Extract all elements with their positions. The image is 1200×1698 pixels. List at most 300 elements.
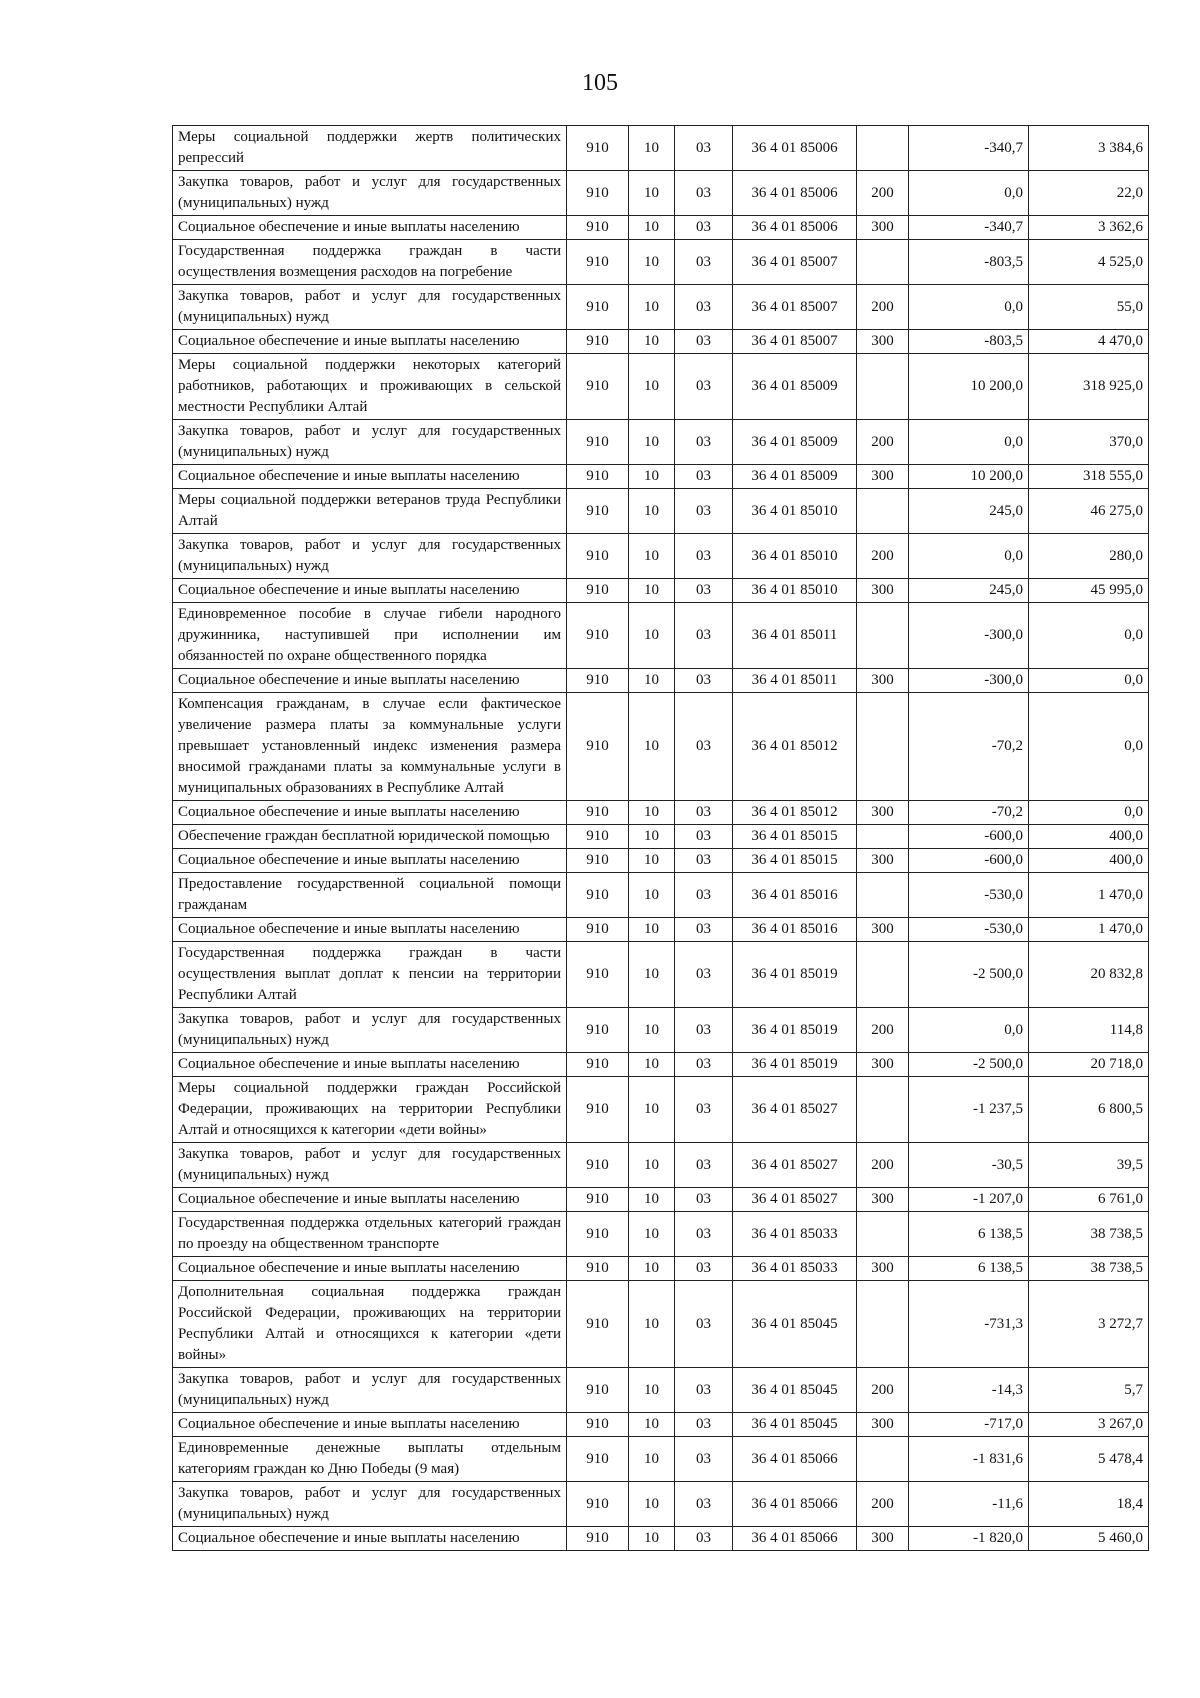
section-code: 10 — [629, 171, 675, 216]
target-article-code: 36 4 01 85009 — [733, 354, 857, 420]
section-code: 10 — [629, 240, 675, 285]
expense-type-code — [857, 489, 909, 534]
row-name: Социальное обеспечение и иные выплаты населению — [173, 669, 567, 693]
expense-type-code — [857, 126, 909, 171]
subsection-code: 03 — [675, 1281, 733, 1368]
change-amount: -1 820,0 — [909, 1527, 1029, 1551]
change-amount: 245,0 — [909, 489, 1029, 534]
target-article-code: 36 4 01 85019 — [733, 942, 857, 1008]
target-article-code: 36 4 01 85045 — [733, 1281, 857, 1368]
target-article-code: 36 4 01 85007 — [733, 240, 857, 285]
row-name: Закупка товаров, работ и услуг для государственных (муниципальных) нужд — [173, 534, 567, 579]
table-row — [173, 669, 1149, 693]
target-article-code: 36 4 01 85007 — [733, 330, 857, 354]
section-code: 10 — [629, 1212, 675, 1257]
row-name: Закупка товаров, работ и услуг для государственных (муниципальных) нужд — [173, 1008, 567, 1053]
table-row — [173, 1008, 1149, 1053]
change-amount: -2 500,0 — [909, 1053, 1029, 1077]
total-amount: 0,0 — [1029, 801, 1149, 825]
expense-type-code: 300 — [857, 669, 909, 693]
section-code: 10 — [629, 1281, 675, 1368]
expense-type-code: 300 — [857, 579, 909, 603]
ministry-code: 910 — [567, 126, 629, 171]
ministry-code: 910 — [567, 873, 629, 918]
section-code: 10 — [629, 1413, 675, 1437]
ministry-code: 910 — [567, 849, 629, 873]
expense-type-code: 300 — [857, 801, 909, 825]
total-amount: 4 525,0 — [1029, 240, 1149, 285]
expense-type-code: 300 — [857, 1527, 909, 1551]
section-code: 10 — [629, 801, 675, 825]
ministry-code: 910 — [567, 216, 629, 240]
table-row — [173, 1527, 1149, 1551]
table-row — [173, 171, 1149, 216]
table-row — [173, 1077, 1149, 1143]
expense-type-code: 200 — [857, 285, 909, 330]
expense-type-code: 300 — [857, 465, 909, 489]
table-row — [173, 489, 1149, 534]
change-amount: -600,0 — [909, 825, 1029, 849]
ministry-code: 910 — [567, 1281, 629, 1368]
change-amount: -803,5 — [909, 240, 1029, 285]
row-name: Государственная поддержка граждан в части осуществления выплат доплат к пенсии на территории Республики Алтай — [173, 942, 567, 1008]
target-article-code: 36 4 01 85011 — [733, 669, 857, 693]
total-amount: 114,8 — [1029, 1008, 1149, 1053]
row-name: Государственная поддержка граждан в части осуществления возмещения расходов на погребение — [173, 240, 567, 285]
total-amount: 370,0 — [1029, 420, 1149, 465]
row-name: Закупка товаров, работ и услуг для государственных (муниципальных) нужд — [173, 420, 567, 465]
expense-type-code: 300 — [857, 1257, 909, 1281]
target-article-code: 36 4 01 85066 — [733, 1437, 857, 1482]
change-amount: 10 200,0 — [909, 354, 1029, 420]
subsection-code: 03 — [675, 1257, 733, 1281]
expense-type-code — [857, 1212, 909, 1257]
target-article-code: 36 4 01 85010 — [733, 534, 857, 579]
expense-type-code: 300 — [857, 216, 909, 240]
target-article-code: 36 4 01 85033 — [733, 1212, 857, 1257]
target-article-code: 36 4 01 85019 — [733, 1008, 857, 1053]
ministry-code: 910 — [567, 1143, 629, 1188]
row-name: Социальное обеспечение и иные выплаты населению — [173, 579, 567, 603]
subsection-code: 03 — [675, 849, 733, 873]
target-article-code: 36 4 01 85066 — [733, 1482, 857, 1527]
row-name: Меры социальной поддержки некоторых категорий работников, работающих и проживающих в сельской местности Республики Алтай — [173, 354, 567, 420]
total-amount: 318 555,0 — [1029, 465, 1149, 489]
table-row — [173, 579, 1149, 603]
expense-type-code: 200 — [857, 1143, 909, 1188]
ministry-code: 910 — [567, 1413, 629, 1437]
change-amount: -70,2 — [909, 693, 1029, 801]
total-amount: 20 718,0 — [1029, 1053, 1149, 1077]
section-code: 10 — [629, 1368, 675, 1413]
ministry-code: 910 — [567, 918, 629, 942]
ministry-code: 910 — [567, 420, 629, 465]
row-name: Закупка товаров, работ и услуг для государственных (муниципальных) нужд — [173, 1368, 567, 1413]
target-article-code: 36 4 01 85033 — [733, 1257, 857, 1281]
target-article-code: 36 4 01 85009 — [733, 420, 857, 465]
expense-type-code: 200 — [857, 171, 909, 216]
target-article-code: 36 4 01 85066 — [733, 1527, 857, 1551]
target-article-code: 36 4 01 85006 — [733, 171, 857, 216]
subsection-code: 03 — [675, 1527, 733, 1551]
subsection-code: 03 — [675, 534, 733, 579]
ministry-code: 910 — [567, 1053, 629, 1077]
row-name: Дополнительная социальная поддержка граждан Российской Федерации, проживающих на территории Республики Алтай и относящихся к категории «дети войны» — [173, 1281, 567, 1368]
change-amount: 0,0 — [909, 171, 1029, 216]
target-article-code: 36 4 01 85027 — [733, 1077, 857, 1143]
change-amount: -1 237,5 — [909, 1077, 1029, 1143]
subsection-code: 03 — [675, 1188, 733, 1212]
target-article-code: 36 4 01 85010 — [733, 489, 857, 534]
target-article-code: 36 4 01 85012 — [733, 801, 857, 825]
total-amount: 400,0 — [1029, 825, 1149, 849]
target-article-code: 36 4 01 85016 — [733, 873, 857, 918]
section-code: 10 — [629, 693, 675, 801]
total-amount: 46 275,0 — [1029, 489, 1149, 534]
ministry-code: 910 — [567, 534, 629, 579]
ministry-code: 910 — [567, 489, 629, 534]
total-amount: 280,0 — [1029, 534, 1149, 579]
subsection-code: 03 — [675, 1212, 733, 1257]
subsection-code: 03 — [675, 579, 733, 603]
section-code: 10 — [629, 1527, 675, 1551]
change-amount: -340,7 — [909, 126, 1029, 171]
table-row — [173, 354, 1149, 420]
total-amount: 3 362,6 — [1029, 216, 1149, 240]
section-code: 10 — [629, 579, 675, 603]
target-article-code: 36 4 01 85011 — [733, 603, 857, 669]
target-article-code: 36 4 01 85007 — [733, 285, 857, 330]
row-name: Социальное обеспечение и иные выплаты населению — [173, 216, 567, 240]
total-amount: 1 470,0 — [1029, 873, 1149, 918]
section-code: 10 — [629, 918, 675, 942]
row-name: Меры социальной поддержки жертв политических репрессий — [173, 126, 567, 171]
ministry-code: 910 — [567, 171, 629, 216]
target-article-code: 36 4 01 85009 — [733, 465, 857, 489]
section-code: 10 — [629, 354, 675, 420]
total-amount: 6 761,0 — [1029, 1188, 1149, 1212]
total-amount: 0,0 — [1029, 669, 1149, 693]
table-row — [173, 801, 1149, 825]
change-amount: -530,0 — [909, 873, 1029, 918]
table-row — [173, 825, 1149, 849]
target-article-code: 36 4 01 85012 — [733, 693, 857, 801]
subsection-code: 03 — [675, 669, 733, 693]
section-code: 10 — [629, 1008, 675, 1053]
row-name: Социальное обеспечение и иные выплаты населению — [173, 1188, 567, 1212]
section-code: 10 — [629, 465, 675, 489]
expense-type-code: 200 — [857, 1482, 909, 1527]
total-amount: 0,0 — [1029, 693, 1149, 801]
section-code: 10 — [629, 1437, 675, 1482]
table-row — [173, 1143, 1149, 1188]
expense-type-code: 300 — [857, 1188, 909, 1212]
total-amount: 5 478,4 — [1029, 1437, 1149, 1482]
target-article-code: 36 4 01 85045 — [733, 1368, 857, 1413]
expense-type-code — [857, 603, 909, 669]
expense-type-code: 300 — [857, 330, 909, 354]
change-amount: -2 500,0 — [909, 942, 1029, 1008]
change-amount: -70,2 — [909, 801, 1029, 825]
expense-type-code — [857, 1437, 909, 1482]
target-article-code: 36 4 01 85006 — [733, 216, 857, 240]
ministry-code: 910 — [567, 465, 629, 489]
ministry-code: 910 — [567, 579, 629, 603]
expense-type-code — [857, 354, 909, 420]
total-amount: 0,0 — [1029, 603, 1149, 669]
subsection-code: 03 — [675, 1413, 733, 1437]
change-amount: -803,5 — [909, 330, 1029, 354]
subsection-code: 03 — [675, 1437, 733, 1482]
section-code: 10 — [629, 1482, 675, 1527]
total-amount: 55,0 — [1029, 285, 1149, 330]
change-amount: 0,0 — [909, 534, 1029, 579]
expense-type-code: 200 — [857, 534, 909, 579]
table-row — [173, 603, 1149, 669]
subsection-code: 03 — [675, 240, 733, 285]
change-amount: 245,0 — [909, 579, 1029, 603]
subsection-code: 03 — [675, 1143, 733, 1188]
table-row — [173, 693, 1149, 801]
table-row — [173, 1368, 1149, 1413]
table-row — [173, 873, 1149, 918]
expense-type-code: 300 — [857, 1413, 909, 1437]
change-amount: 6 138,5 — [909, 1212, 1029, 1257]
target-article-code: 36 4 01 85027 — [733, 1188, 857, 1212]
row-name: Обеспечение граждан бесплатной юридической помощью — [173, 825, 567, 849]
total-amount: 18,4 — [1029, 1482, 1149, 1527]
change-amount: -300,0 — [909, 669, 1029, 693]
expense-type-code: 300 — [857, 918, 909, 942]
target-article-code: 36 4 01 85027 — [733, 1143, 857, 1188]
table-row — [173, 849, 1149, 873]
change-amount: -340,7 — [909, 216, 1029, 240]
ministry-code: 910 — [567, 354, 629, 420]
expense-type-code — [857, 240, 909, 285]
total-amount: 5,7 — [1029, 1368, 1149, 1413]
subsection-code: 03 — [675, 285, 733, 330]
expense-type-code: 200 — [857, 1368, 909, 1413]
table-row — [173, 1188, 1149, 1212]
section-code: 10 — [629, 849, 675, 873]
subsection-code: 03 — [675, 126, 733, 171]
ministry-code: 910 — [567, 1257, 629, 1281]
ministry-code: 910 — [567, 942, 629, 1008]
subsection-code: 03 — [675, 465, 733, 489]
change-amount: -14,3 — [909, 1368, 1029, 1413]
change-amount: -717,0 — [909, 1413, 1029, 1437]
ministry-code: 910 — [567, 1368, 629, 1413]
row-name: Социальное обеспечение и иные выплаты населению — [173, 849, 567, 873]
page-number: 105 — [582, 70, 618, 96]
total-amount: 4 470,0 — [1029, 330, 1149, 354]
table-row — [173, 126, 1149, 171]
target-article-code: 36 4 01 85015 — [733, 849, 857, 873]
row-name: Закупка товаров, работ и услуг для государственных (муниципальных) нужд — [173, 285, 567, 330]
total-amount: 38 738,5 — [1029, 1212, 1149, 1257]
table-row — [173, 1212, 1149, 1257]
change-amount: 10 200,0 — [909, 465, 1029, 489]
subsection-code: 03 — [675, 942, 733, 1008]
section-code: 10 — [629, 825, 675, 849]
ministry-code: 910 — [567, 1482, 629, 1527]
subsection-code: 03 — [675, 873, 733, 918]
section-code: 10 — [629, 942, 675, 1008]
row-name: Меры социальной поддержки граждан Российской Федерации, проживающих на территории Республики Алтай и относящихся к категории «дети войны» — [173, 1077, 567, 1143]
section-code: 10 — [629, 216, 675, 240]
change-amount: -1 831,6 — [909, 1437, 1029, 1482]
change-amount: -11,6 — [909, 1482, 1029, 1527]
change-amount: 0,0 — [909, 1008, 1029, 1053]
ministry-code: 910 — [567, 240, 629, 285]
row-name: Социальное обеспечение и иные выплаты населению — [173, 801, 567, 825]
budget-table-body — [173, 126, 1149, 1551]
subsection-code: 03 — [675, 330, 733, 354]
table-row — [173, 1437, 1149, 1482]
table-row — [173, 1482, 1149, 1527]
subsection-code: 03 — [675, 1482, 733, 1527]
table-row — [173, 420, 1149, 465]
subsection-code: 03 — [675, 420, 733, 465]
row-name: Социальное обеспечение и иные выплаты населению — [173, 1053, 567, 1077]
expense-type-code: 300 — [857, 849, 909, 873]
table-row — [173, 1413, 1149, 1437]
section-code: 10 — [629, 873, 675, 918]
row-name: Компенсация гражданам, в случае если фактическое увеличение размера платы за коммунальные услуги превышает установленный индекс изменения размера вносимой гражданами платы за коммунальные услуги в муниципальных образованиях в Республике Алтай — [173, 693, 567, 801]
ministry-code: 910 — [567, 1212, 629, 1257]
target-article-code: 36 4 01 85006 — [733, 126, 857, 171]
total-amount: 318 925,0 — [1029, 354, 1149, 420]
table-row — [173, 465, 1149, 489]
ministry-code: 910 — [567, 825, 629, 849]
total-amount: 38 738,5 — [1029, 1257, 1149, 1281]
section-code: 10 — [629, 669, 675, 693]
row-name: Государственная поддержка отдельных категорий граждан по проезду на общественном транспорте — [173, 1212, 567, 1257]
subsection-code: 03 — [675, 1008, 733, 1053]
change-amount: -300,0 — [909, 603, 1029, 669]
row-name: Социальное обеспечение и иные выплаты населению — [173, 1527, 567, 1551]
ministry-code: 910 — [567, 693, 629, 801]
total-amount: 45 995,0 — [1029, 579, 1149, 603]
total-amount: 3 272,7 — [1029, 1281, 1149, 1368]
expense-type-code — [857, 1077, 909, 1143]
expense-type-code — [857, 873, 909, 918]
total-amount: 400,0 — [1029, 849, 1149, 873]
target-article-code: 36 4 01 85045 — [733, 1413, 857, 1437]
row-name: Социальное обеспечение и иные выплаты населению — [173, 1413, 567, 1437]
target-article-code: 36 4 01 85010 — [733, 579, 857, 603]
section-code: 10 — [629, 330, 675, 354]
subsection-code: 03 — [675, 216, 733, 240]
subsection-code: 03 — [675, 1077, 733, 1143]
total-amount: 22,0 — [1029, 171, 1149, 216]
expense-type-code: 200 — [857, 420, 909, 465]
ministry-code: 910 — [567, 1437, 629, 1482]
change-amount: -530,0 — [909, 918, 1029, 942]
subsection-code: 03 — [675, 171, 733, 216]
total-amount: 39,5 — [1029, 1143, 1149, 1188]
target-article-code: 36 4 01 85019 — [733, 1053, 857, 1077]
table-row — [173, 1053, 1149, 1077]
ministry-code: 910 — [567, 330, 629, 354]
subsection-code: 03 — [675, 489, 733, 534]
section-code: 10 — [629, 1053, 675, 1077]
total-amount: 6 800,5 — [1029, 1077, 1149, 1143]
target-article-code: 36 4 01 85016 — [733, 918, 857, 942]
subsection-code: 03 — [675, 825, 733, 849]
expense-type-code: 200 — [857, 1008, 909, 1053]
subsection-code: 03 — [675, 1053, 733, 1077]
row-name: Закупка товаров, работ и услуг для государственных (муниципальных) нужд — [173, 171, 567, 216]
expense-type-code — [857, 942, 909, 1008]
section-code: 10 — [629, 534, 675, 579]
expense-type-code — [857, 825, 909, 849]
row-name: Единовременное пособие в случае гибели народного дружинника, наступившей при исполнении им обязанностей по охране общественного порядка — [173, 603, 567, 669]
total-amount: 3 384,6 — [1029, 126, 1149, 171]
row-name: Социальное обеспечение и иные выплаты населению — [173, 1257, 567, 1281]
change-amount: -30,5 — [909, 1143, 1029, 1188]
ministry-code: 910 — [567, 1527, 629, 1551]
table-row — [173, 942, 1149, 1008]
section-code: 10 — [629, 1077, 675, 1143]
change-amount: -1 207,0 — [909, 1188, 1029, 1212]
subsection-code: 03 — [675, 693, 733, 801]
table-row — [173, 918, 1149, 942]
expense-type-code — [857, 1281, 909, 1368]
section-code: 10 — [629, 420, 675, 465]
section-code: 10 — [629, 1257, 675, 1281]
section-code: 10 — [629, 603, 675, 669]
section-code: 10 — [629, 1143, 675, 1188]
change-amount: 0,0 — [909, 420, 1029, 465]
row-name: Закупка товаров, работ и услуг для государственных (муниципальных) нужд — [173, 1482, 567, 1527]
section-code: 10 — [629, 285, 675, 330]
table-row — [173, 240, 1149, 285]
row-name: Единовременные денежные выплаты отдельным категориям граждан ко Дню Победы (9 мая) — [173, 1437, 567, 1482]
total-amount: 3 267,0 — [1029, 1413, 1149, 1437]
table-row — [173, 330, 1149, 354]
change-amount: 6 138,5 — [909, 1257, 1029, 1281]
total-amount: 5 460,0 — [1029, 1527, 1149, 1551]
subsection-code: 03 — [675, 1368, 733, 1413]
row-name: Социальное обеспечение и иные выплаты населению — [173, 465, 567, 489]
expense-type-code — [857, 693, 909, 801]
subsection-code: 03 — [675, 918, 733, 942]
expense-type-code: 300 — [857, 1053, 909, 1077]
ministry-code: 910 — [567, 1008, 629, 1053]
section-code: 10 — [629, 489, 675, 534]
ministry-code: 910 — [567, 669, 629, 693]
row-name: Социальное обеспечение и иные выплаты населению — [173, 330, 567, 354]
ministry-code: 910 — [567, 285, 629, 330]
change-amount: -731,3 — [909, 1281, 1029, 1368]
ministry-code: 910 — [567, 603, 629, 669]
table-row — [173, 216, 1149, 240]
section-code: 10 — [629, 1188, 675, 1212]
table-row — [173, 534, 1149, 579]
change-amount: 0,0 — [909, 285, 1029, 330]
table-row — [173, 1257, 1149, 1281]
ministry-code: 910 — [567, 1188, 629, 1212]
target-article-code: 36 4 01 85015 — [733, 825, 857, 849]
subsection-code: 03 — [675, 354, 733, 420]
total-amount: 1 470,0 — [1029, 918, 1149, 942]
row-name: Закупка товаров, работ и услуг для государственных (муниципальных) нужд — [173, 1143, 567, 1188]
subsection-code: 03 — [675, 603, 733, 669]
ministry-code: 910 — [567, 1077, 629, 1143]
budget-table — [172, 125, 1149, 1551]
table-row — [173, 285, 1149, 330]
